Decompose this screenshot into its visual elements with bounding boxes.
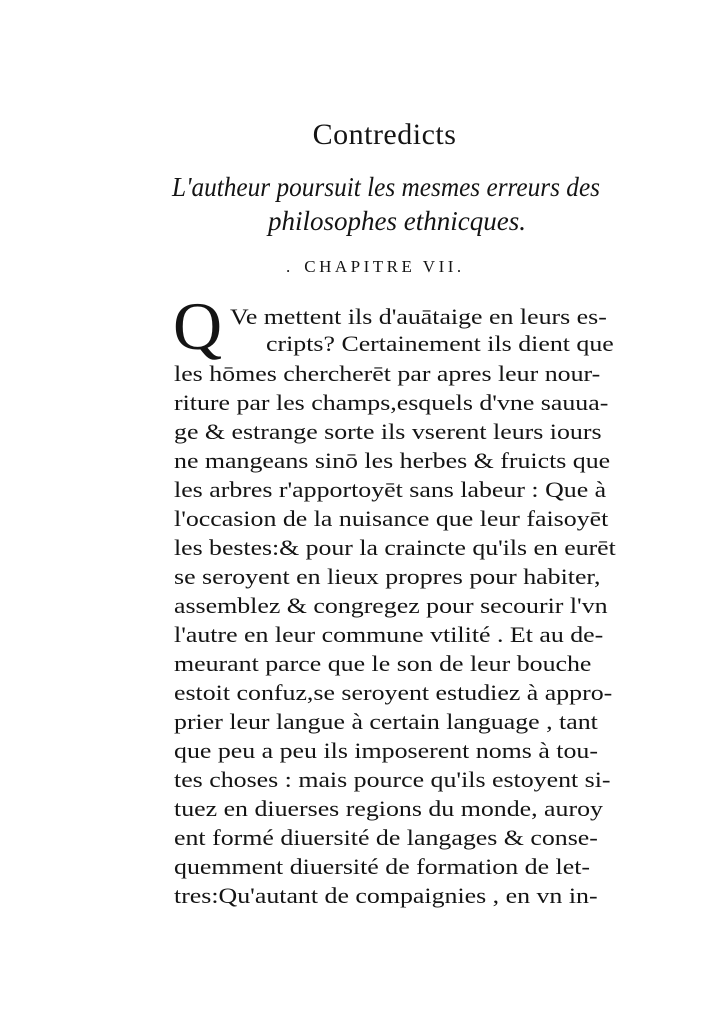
drop-cap-letter: Q [173,288,223,364]
text-line: tes choses : mais pource qu'ils estoyent si- [174,767,611,792]
text-line: ge & estrange sorte ils vserent leurs iours [174,419,602,444]
text-line: ne mangeans sinō les herbes & fruicts que [174,448,611,473]
chapter-heading-line-1: L'autheur poursuit les mesmes erreurs des [172,172,601,202]
text-line: Ve mettent ils d'auātaige en leurs es- [230,304,607,329]
text-line: estoit confuz,se seroyent estudiez à appro- [174,680,613,705]
text-line: les hōmes chercherēt par apres leur nour- [174,361,601,386]
text-line: riture par les champs,esquels d'vne sauua- [174,390,609,415]
text-line: que peu a peu ils imposerent noms à tou- [174,738,598,763]
text-line: tuez en diuerses regions du monde, auroy [174,796,603,821]
chapter-heading-line-2: philosophes ethnicques. [268,206,526,236]
text-line: meurant parce que le son de leur bouche [174,651,592,676]
text-line: ent formé diuersité de langages & conse- [174,825,598,850]
text-line: prier leur langue à certain language , tant [174,709,598,734]
text-line: quemment diuersité de formation de let- [174,854,591,879]
text-line: les bestes:& pour la craincte qu'ils en eurēt [174,535,616,560]
text-line: l'occasion de la nuisance que leur faisoyēt [174,506,609,531]
chapter-number [286,257,465,277]
text-line: tres:Qu'autant de compaignies , en vn in- [174,883,598,908]
text-line: les arbres r'apportoyēt sans labeur : Que à [174,477,607,502]
chapter-dot: . [286,257,291,276]
text-line: se seroyent en lieux propres pour habiter, [174,564,601,589]
text-line: l'autre en leur commune vtilité . Et au de- [174,622,604,647]
text-line: cripts? Certainement ils dient que [266,331,614,356]
text-line: assemblez & congregez pour secourir l'vn [174,593,608,618]
chapter-label: CHAPITRE VII. [304,257,465,276]
running-head: Contredicts [312,118,457,151]
